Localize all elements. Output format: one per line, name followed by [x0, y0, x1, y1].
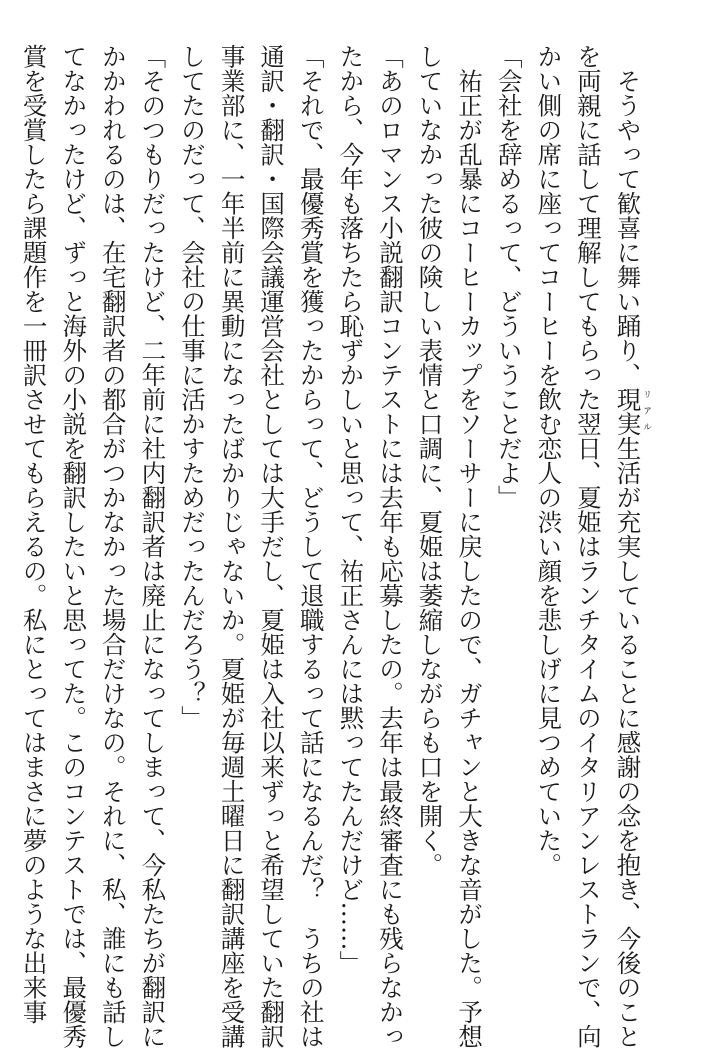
text-line-2: を両親に話して理解してもらった翌日、夏姫はランチタイムのイタリアンレストランで、向	[573, 44, 603, 1049]
vertical-text-body	[14, 44, 651, 1049]
text-line-16: 賞を受賞したら課題作を一冊訳させてもらえるの。私にとってはまさに夢のような出来事	[19, 44, 49, 1024]
text-line-1	[608, 44, 651, 1049]
text-line-12: してたのだって、会社の仕事に活かすためだったんだろう？」	[177, 44, 207, 730]
text-line-3: かい側の席に座ってコーヒーを飲む恋人の渋い顔を悲しげに見つめていた。	[534, 44, 564, 877]
ruby-annotation	[613, 387, 651, 436]
line-1-head: そうやって歓喜に舞い踊り、	[613, 44, 643, 387]
line-1-tail: 生活が充実していることに感謝の念を抱き、今後のこと	[613, 436, 643, 1049]
ruby-base: 現実	[613, 387, 643, 436]
text-line-9: 「それで、最優秀賞を獲ったからって、どうして退職するって話になるんだ？ うちの社は	[296, 44, 326, 1049]
text-line-10: 通訳・翻訳・国際会議運営会社としては大手だし、夏姫は入社以来ずっと希望していた翻訳	[257, 44, 287, 1049]
text-line-8: たから、今年も落ちたら恥ずかしいと思って、祐正さんには黙ってたんだけど……」	[336, 44, 366, 975]
text-line-5: 祐正が乱暴にコーヒーカップをソーサーに戻したので、ガチャンと大きな音がした。予想	[455, 44, 485, 1049]
text-line-11: 事業部に、一年半前に異動になったばかりじゃないか。夏姫が毎週土曜日に翻訳講座を受講	[217, 44, 247, 1049]
text-line-15: てなかったけど、ずっと海外の小説を翻訳したいと思ってた。このコンテストでは、最優秀	[59, 44, 89, 1049]
text-line-13: 「そのつもりだったけど、二年前に社内翻訳者は廃止になってしまって、今私たちが翻訳に	[138, 44, 168, 1049]
text-line-14: かかわれるのは、在宅翻訳者の都合がつかなかった場合だけなの。それに、私、誰にも話し	[98, 44, 128, 1049]
text-line-7: 「あのロマンス小説翻訳コンテストには去年も応募したの。去年は最終審査にも残らなかっ	[375, 44, 405, 1049]
ruby-reading: リアル	[641, 387, 651, 436]
text-line-4: 「会社を辞めるって、どういうことだよ」	[494, 44, 524, 510]
text-line-6: していなかった彼の険しい表情と口調に、夏姫は萎縮しながらも口を開く。	[415, 44, 445, 877]
